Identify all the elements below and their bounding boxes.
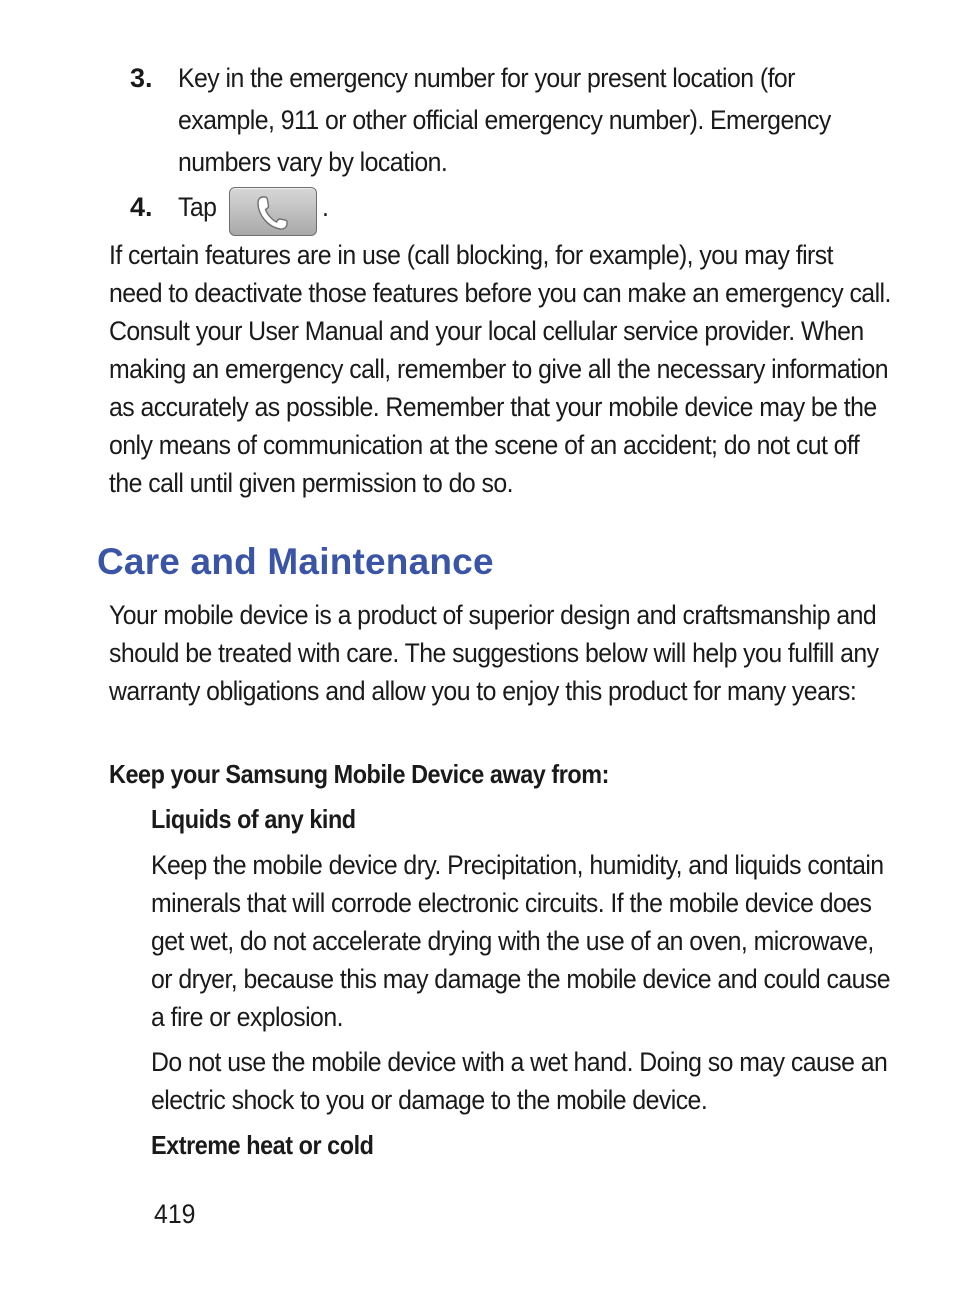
item-heading: Liquids of any kind [151, 804, 356, 834]
section-title: Care and Maintenance [97, 541, 494, 582]
page-number: 419 [154, 1199, 196, 1229]
section-intro-paragraph: Your mobile device is a product of superior design and craftsmanship and should be treated with care. The suggestions below will help you fulfill any warranty obligations and allow you to enjoy this product for many years: [109, 600, 879, 706]
keep-away-heading: Keep your Samsung Mobile Device away from: [109, 759, 609, 789]
phone-call-icon [256, 195, 290, 231]
step-number: 4. [130, 192, 153, 222]
call-button [229, 187, 317, 236]
step-text: Key in the emergency number for your present location (for example, 911 or other official emergency number). Emergency numbers vary by location. [178, 63, 831, 177]
step-number: 3. [130, 63, 153, 93]
item-paragraph: Do not use the mobile device with a wet hand. Doing so may cause an electric shock to you or damage to the mobile device. [151, 1047, 888, 1115]
item-paragraph: Keep the mobile device dry. Precipitation, humidity, and liquids contain minerals that will corrode electronic circuits. If the mobile device does get wet, do not accelerate drying with the use of an oven, microwave, or dryer, because this may damage the mobile device and could cause a fire or explosion. [151, 850, 891, 1032]
step-4-period: . [322, 192, 329, 222]
emergency-call-paragraph: If certain features are in use (call blocking, for example), you may first need to deactivate those features before you can make an emergency call. Consult your User Manual and your local cellular service provider. When making an emergency call, remember to give all the necessary information as accurately as possible. Remember that your mobile device may be the only means of communication at the scene of an accident; do not cut off the call until given permission to do so. [109, 240, 891, 498]
step-text: Tap [178, 192, 217, 222]
item-heading: Extreme heat or cold [151, 1130, 374, 1160]
